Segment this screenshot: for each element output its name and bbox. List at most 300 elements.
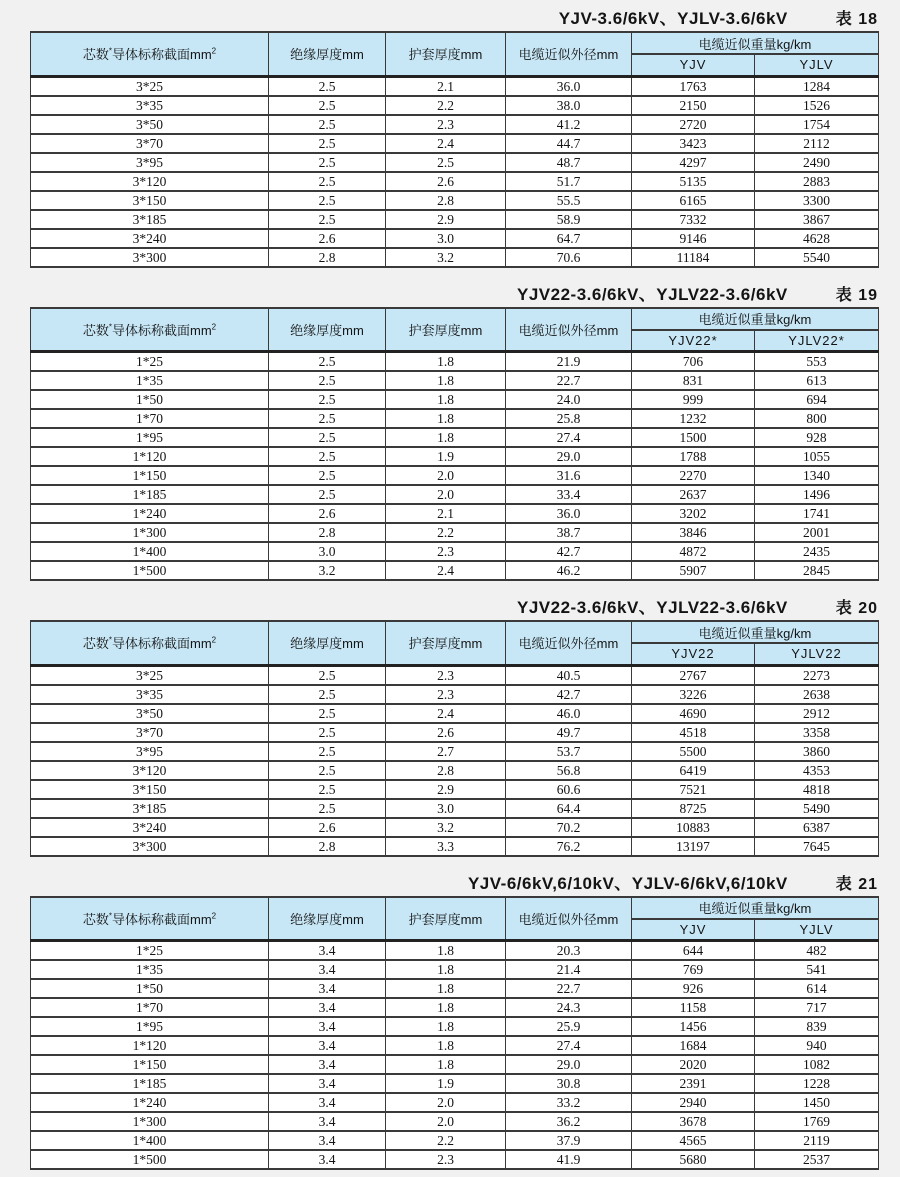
spec-size-cell: 1*150 xyxy=(31,466,269,485)
spec-value-cell: 2490 xyxy=(755,153,879,172)
spec-value-cell: 2767 xyxy=(632,665,755,685)
cable-spec-table xyxy=(30,620,879,857)
spec-value-cell: 2270 xyxy=(632,466,755,485)
table-row xyxy=(31,960,879,979)
spec-value-cell: 51.7 xyxy=(506,172,632,191)
spec-value-cell: 999 xyxy=(632,390,755,409)
cable-table-section xyxy=(30,593,878,857)
table-row xyxy=(31,134,879,153)
table-title-bar xyxy=(30,593,878,617)
spec-value-cell: 2.0 xyxy=(386,466,506,485)
spec-value-cell: 36.2 xyxy=(506,1112,632,1131)
spec-value-cell: 2.5 xyxy=(269,390,386,409)
core-section-label: 芯数 xyxy=(82,911,109,927)
spec-value-cell: 2.3 xyxy=(386,685,506,704)
spec-value-cell: 1526 xyxy=(755,96,879,115)
spec-value-cell: 541 xyxy=(755,960,879,979)
table-row xyxy=(31,780,879,799)
spec-value-cell: 1.8 xyxy=(386,1017,506,1036)
spec-value-cell: 42.7 xyxy=(506,542,632,561)
spec-size-cell: 1*50 xyxy=(31,390,269,409)
col-header-core-section xyxy=(31,897,269,941)
spec-value-cell: 1.8 xyxy=(386,1055,506,1074)
spec-value-cell: 36.0 xyxy=(506,76,632,96)
col-header-weight: 电缆近似重量kg/km xyxy=(632,308,879,330)
spec-value-cell: 2.6 xyxy=(269,229,386,248)
table-row xyxy=(31,761,879,780)
spec-value-cell: 25.8 xyxy=(506,409,632,428)
spec-value-cell: 10883 xyxy=(632,818,755,837)
spec-value-cell: 37.9 xyxy=(506,1131,632,1150)
spec-size-cell: 3*120 xyxy=(31,172,269,191)
spec-value-cell: 3.2 xyxy=(386,818,506,837)
col-header-weight-right: YJLV22 xyxy=(755,643,879,665)
spec-value-cell: 76.2 xyxy=(506,837,632,856)
spec-value-cell: 55.5 xyxy=(506,191,632,210)
table-title: YJV-3.6/6kV、YJLV-3.6/6kV xyxy=(558,9,788,28)
spec-size-cell: 1*35 xyxy=(31,371,269,390)
spec-size-cell: 3*300 xyxy=(31,837,269,856)
spec-value-cell: 3.4 xyxy=(269,998,386,1017)
cable-spec-table xyxy=(30,896,879,1171)
table-row xyxy=(31,191,879,210)
table-title: YJV22-3.6/6kV、YJLV22-3.6/6kV xyxy=(517,598,788,617)
spec-value-cell: 11184 xyxy=(632,248,755,267)
spec-value-cell: 2845 xyxy=(755,561,879,580)
spec-value-cell: 70.6 xyxy=(506,248,632,267)
spec-value-cell: 1.8 xyxy=(386,390,506,409)
spec-value-cell: 38.0 xyxy=(506,96,632,115)
spec-value-cell: 2.6 xyxy=(269,818,386,837)
spec-value-cell: 3.4 xyxy=(269,1055,386,1074)
core-section-label: 芯数 xyxy=(82,322,109,338)
spec-value-cell: 25.9 xyxy=(506,1017,632,1036)
table-number: 表 21 xyxy=(835,875,878,893)
spec-value-cell: 3846 xyxy=(632,523,755,542)
col-header-sheath: 护套厚度mm xyxy=(386,897,506,941)
spec-value-cell: 2912 xyxy=(755,704,879,723)
table-header xyxy=(31,897,879,941)
core-section-label-main: 导体标称截面mm xyxy=(112,911,212,927)
spec-value-cell: 2.3 xyxy=(386,1150,506,1169)
spec-value-cell: 2.2 xyxy=(386,1131,506,1150)
table-row xyxy=(31,466,879,485)
spec-value-cell: 2.5 xyxy=(269,485,386,504)
spec-value-cell: 1500 xyxy=(632,428,755,447)
table-row xyxy=(31,248,879,267)
spec-size-cell: 1*70 xyxy=(31,998,269,1017)
spec-value-cell: 3.4 xyxy=(269,941,386,961)
spec-value-cell: 482 xyxy=(755,941,879,961)
spec-value-cell: 940 xyxy=(755,1036,879,1055)
col-header-weight-left: YJV xyxy=(632,919,755,941)
col-header-sheath: 护套厚度mm xyxy=(386,308,506,352)
spec-value-cell: 31.6 xyxy=(506,466,632,485)
spec-value-cell: 3.4 xyxy=(269,1017,386,1036)
spec-value-cell: 53.7 xyxy=(506,742,632,761)
core-section-footnote-mark: * xyxy=(108,46,112,56)
spec-value-cell: 2.5 xyxy=(269,428,386,447)
core-section-sup2: 2 xyxy=(211,911,217,921)
col-header-weight: 电缆近似重量kg/km xyxy=(632,621,879,643)
spec-size-cell: 3*25 xyxy=(31,665,269,685)
spec-value-cell: 706 xyxy=(632,352,755,372)
spec-value-cell: 22.7 xyxy=(506,979,632,998)
spec-value-cell: 2.5 xyxy=(269,447,386,466)
spec-value-cell: 2.6 xyxy=(269,504,386,523)
spec-size-cell: 3*240 xyxy=(31,818,269,837)
spec-value-cell: 1.8 xyxy=(386,428,506,447)
col-header-diameter: 电缆近似外径mm xyxy=(506,308,632,352)
spec-value-cell: 2883 xyxy=(755,172,879,191)
spec-value-cell: 2.0 xyxy=(386,485,506,504)
spec-value-cell: 4297 xyxy=(632,153,755,172)
spec-value-cell: 2.3 xyxy=(386,115,506,134)
spec-value-cell: 644 xyxy=(632,941,755,961)
table-row xyxy=(31,1150,879,1169)
spec-value-cell: 29.0 xyxy=(506,447,632,466)
spec-value-cell: 9146 xyxy=(632,229,755,248)
table-row xyxy=(31,799,879,818)
spec-value-cell: 1228 xyxy=(755,1074,879,1093)
table-title: YJV-6/6kV,6/10kV、YJLV-6/6kV,6/10kV xyxy=(467,873,788,893)
spec-value-cell: 2.4 xyxy=(386,704,506,723)
spec-value-cell: 769 xyxy=(632,960,755,979)
col-header-insulation: 绝缘厚度mm xyxy=(269,308,386,352)
spec-value-cell: 2.4 xyxy=(386,561,506,580)
spec-value-cell: 2.5 xyxy=(386,153,506,172)
spec-size-cell: 1*185 xyxy=(31,485,269,504)
spec-value-cell: 41.2 xyxy=(506,115,632,134)
spec-value-cell: 64.4 xyxy=(506,799,632,818)
spec-size-cell: 1*25 xyxy=(31,941,269,961)
spec-value-cell: 3.4 xyxy=(269,979,386,998)
spec-value-cell: 7521 xyxy=(632,780,755,799)
spec-value-cell: 2.5 xyxy=(269,466,386,485)
spec-size-cell: 3*50 xyxy=(31,115,269,134)
spec-value-cell: 7332 xyxy=(632,210,755,229)
spec-value-cell: 2.8 xyxy=(269,837,386,856)
spec-value-cell: 2.6 xyxy=(386,172,506,191)
spec-value-cell: 2.0 xyxy=(386,1112,506,1131)
core-section-sup2: 2 xyxy=(211,46,217,56)
spec-value-cell: 4818 xyxy=(755,780,879,799)
spec-value-cell: 2.9 xyxy=(386,780,506,799)
table-row xyxy=(31,837,879,856)
spec-value-cell: 2.5 xyxy=(269,210,386,229)
spec-value-cell: 2720 xyxy=(632,115,755,134)
spec-value-cell: 553 xyxy=(755,352,879,372)
table-body xyxy=(31,76,879,267)
spec-value-cell: 3.4 xyxy=(269,1036,386,1055)
spec-value-cell: 3.2 xyxy=(269,561,386,580)
col-header-sheath: 护套厚度mm xyxy=(386,32,506,76)
spec-size-cell: 1*95 xyxy=(31,1017,269,1036)
spec-value-cell: 839 xyxy=(755,1017,879,1036)
col-header-core-section xyxy=(31,308,269,352)
spec-value-cell: 1788 xyxy=(632,447,755,466)
col-header-diameter: 电缆近似外径mm xyxy=(506,32,632,76)
spec-value-cell: 1.8 xyxy=(386,941,506,961)
spec-value-cell: 21.9 xyxy=(506,352,632,372)
spec-value-cell: 1684 xyxy=(632,1036,755,1055)
spec-size-cell: 3*35 xyxy=(31,685,269,704)
spec-size-cell: 3*185 xyxy=(31,210,269,229)
table-row xyxy=(31,704,879,723)
table-row xyxy=(31,210,879,229)
spec-value-cell: 1456 xyxy=(632,1017,755,1036)
spec-size-cell: 3*70 xyxy=(31,723,269,742)
table-header xyxy=(31,32,879,76)
spec-value-cell: 38.7 xyxy=(506,523,632,542)
spec-value-cell: 2940 xyxy=(632,1093,755,1112)
table-row xyxy=(31,485,879,504)
spec-value-cell: 27.4 xyxy=(506,428,632,447)
spec-value-cell: 24.3 xyxy=(506,998,632,1017)
spec-value-cell: 1496 xyxy=(755,485,879,504)
spec-value-cell: 4628 xyxy=(755,229,879,248)
table-row xyxy=(31,1055,879,1074)
spec-size-cell: 1*185 xyxy=(31,1074,269,1093)
spec-value-cell: 2150 xyxy=(632,96,755,115)
spec-value-cell: 1340 xyxy=(755,466,879,485)
table-sections-container xyxy=(30,4,878,1170)
spec-value-cell: 4518 xyxy=(632,723,755,742)
spec-value-cell: 2391 xyxy=(632,1074,755,1093)
spec-value-cell: 44.7 xyxy=(506,134,632,153)
spec-value-cell: 33.4 xyxy=(506,485,632,504)
spec-value-cell: 2.8 xyxy=(386,761,506,780)
col-header-weight-left: YJV xyxy=(632,54,755,76)
spec-value-cell: 46.0 xyxy=(506,704,632,723)
spec-value-cell: 36.0 xyxy=(506,504,632,523)
spec-size-cell: 3*25 xyxy=(31,76,269,96)
spec-value-cell: 58.9 xyxy=(506,210,632,229)
core-section-footnote-mark: * xyxy=(108,322,112,332)
spec-value-cell: 2.6 xyxy=(386,723,506,742)
table-row xyxy=(31,447,879,466)
table-header xyxy=(31,621,879,665)
cable-spec-table xyxy=(30,307,879,582)
spec-value-cell: 8725 xyxy=(632,799,755,818)
col-header-insulation: 绝缘厚度mm xyxy=(269,32,386,76)
spec-value-cell: 3.4 xyxy=(269,1112,386,1131)
spec-size-cell: 3*120 xyxy=(31,761,269,780)
core-section-label-main: 导体标称截面mm xyxy=(112,636,212,652)
col-header-diameter: 电缆近似外径mm xyxy=(506,897,632,941)
col-header-weight: 电缆近似重量kg/km xyxy=(632,32,879,54)
spec-value-cell: 2537 xyxy=(755,1150,879,1169)
spec-size-cell: 1*50 xyxy=(31,979,269,998)
spec-value-cell: 1.8 xyxy=(386,352,506,372)
spec-value-cell: 3.4 xyxy=(269,1074,386,1093)
spec-value-cell: 33.2 xyxy=(506,1093,632,1112)
table-number: 表 18 xyxy=(835,11,878,28)
spec-value-cell: 42.7 xyxy=(506,685,632,704)
spec-value-cell: 3867 xyxy=(755,210,879,229)
spec-value-cell: 928 xyxy=(755,428,879,447)
table-row xyxy=(31,115,879,134)
spec-value-cell: 1.8 xyxy=(386,409,506,428)
spec-value-cell: 2.1 xyxy=(386,504,506,523)
core-section-label: 芯数 xyxy=(82,636,109,652)
table-row xyxy=(31,523,879,542)
spec-value-cell: 29.0 xyxy=(506,1055,632,1074)
spec-value-cell: 4353 xyxy=(755,761,879,780)
spec-value-cell: 2.0 xyxy=(386,1093,506,1112)
spec-size-cell: 1*500 xyxy=(31,1150,269,1169)
spec-value-cell: 3.4 xyxy=(269,1150,386,1169)
spec-value-cell: 3860 xyxy=(755,742,879,761)
table-row xyxy=(31,1017,879,1036)
spec-value-cell: 2.5 xyxy=(269,742,386,761)
col-header-insulation: 绝缘厚度mm xyxy=(269,621,386,665)
spec-value-cell: 613 xyxy=(755,371,879,390)
spec-size-cell: 3*70 xyxy=(31,134,269,153)
spec-value-cell: 2.5 xyxy=(269,665,386,685)
spec-value-cell: 1055 xyxy=(755,447,879,466)
spec-value-cell: 2.5 xyxy=(269,761,386,780)
spec-value-cell: 4565 xyxy=(632,1131,755,1150)
spec-size-cell: 3*35 xyxy=(31,96,269,115)
spec-value-cell: 2.5 xyxy=(269,191,386,210)
spec-size-cell: 1*300 xyxy=(31,1112,269,1131)
spec-value-cell: 2119 xyxy=(755,1131,879,1150)
spec-value-cell: 3358 xyxy=(755,723,879,742)
spec-value-cell: 1.9 xyxy=(386,447,506,466)
spec-size-cell: 1*120 xyxy=(31,1036,269,1055)
spec-size-cell: 3*150 xyxy=(31,780,269,799)
table-body xyxy=(31,352,879,581)
spec-value-cell: 2112 xyxy=(755,134,879,153)
core-section-label-main: 导体标称截面mm xyxy=(112,47,212,63)
table-row xyxy=(31,979,879,998)
table-number: 表 20 xyxy=(835,600,878,617)
spec-size-cell: 3*150 xyxy=(31,191,269,210)
core-section-sup2: 2 xyxy=(211,635,217,645)
table-row xyxy=(31,371,879,390)
core-section-sup2: 2 xyxy=(211,322,217,332)
col-header-weight-right: YJLV xyxy=(755,919,879,941)
cable-spec-table xyxy=(30,31,879,268)
table-row xyxy=(31,1036,879,1055)
spec-value-cell: 1.8 xyxy=(386,371,506,390)
table-row xyxy=(31,504,879,523)
spec-size-cell: 1*500 xyxy=(31,561,269,580)
table-row xyxy=(31,685,879,704)
table-row xyxy=(31,96,879,115)
spec-value-cell: 1754 xyxy=(755,115,879,134)
spec-value-cell: 3.4 xyxy=(269,1131,386,1150)
table-row xyxy=(31,542,879,561)
spec-value-cell: 5500 xyxy=(632,742,755,761)
spec-value-cell: 46.2 xyxy=(506,561,632,580)
spec-size-cell: 1*120 xyxy=(31,447,269,466)
spec-value-cell: 30.8 xyxy=(506,1074,632,1093)
cable-table-section xyxy=(30,4,878,268)
col-header-weight-left: YJV22 xyxy=(632,643,755,665)
table-row xyxy=(31,941,879,961)
table-row xyxy=(31,172,879,191)
spec-value-cell: 926 xyxy=(632,979,755,998)
spec-value-cell: 40.5 xyxy=(506,665,632,685)
spec-value-cell: 694 xyxy=(755,390,879,409)
spec-value-cell: 2.3 xyxy=(386,665,506,685)
spec-value-cell: 831 xyxy=(632,371,755,390)
spec-value-cell: 49.7 xyxy=(506,723,632,742)
table-row xyxy=(31,1074,879,1093)
spec-value-cell: 1.8 xyxy=(386,998,506,1017)
table-header xyxy=(31,308,879,352)
spec-value-cell: 1158 xyxy=(632,998,755,1017)
spec-value-cell: 2.4 xyxy=(386,134,506,153)
spec-value-cell: 3226 xyxy=(632,685,755,704)
spec-size-cell: 1*150 xyxy=(31,1055,269,1074)
spec-value-cell: 3.2 xyxy=(386,248,506,267)
spec-value-cell: 2.5 xyxy=(269,371,386,390)
spec-value-cell: 1.8 xyxy=(386,1036,506,1055)
spec-value-cell: 2.5 xyxy=(269,172,386,191)
spec-value-cell: 3.0 xyxy=(269,542,386,561)
spec-value-cell: 1450 xyxy=(755,1093,879,1112)
cable-table-section xyxy=(30,280,878,582)
table-body xyxy=(31,665,879,856)
spec-value-cell: 13197 xyxy=(632,837,755,856)
spec-value-cell: 2.5 xyxy=(269,409,386,428)
core-section-label: 芯数 xyxy=(82,47,109,63)
core-section-label-main: 导体标称截面mm xyxy=(112,322,212,338)
spec-value-cell: 3.3 xyxy=(386,837,506,856)
spec-value-cell: 2.5 xyxy=(269,685,386,704)
spec-value-cell: 27.4 xyxy=(506,1036,632,1055)
spec-value-cell: 1.8 xyxy=(386,960,506,979)
spec-value-cell: 2.5 xyxy=(269,352,386,372)
spec-value-cell: 4872 xyxy=(632,542,755,561)
spec-value-cell: 6387 xyxy=(755,818,879,837)
spec-value-cell: 2.5 xyxy=(269,76,386,96)
table-title-bar xyxy=(30,4,878,28)
spec-value-cell: 2.2 xyxy=(386,96,506,115)
spec-value-cell: 5540 xyxy=(755,248,879,267)
spec-value-cell: 2.5 xyxy=(269,723,386,742)
spec-value-cell: 5135 xyxy=(632,172,755,191)
core-section-footnote-mark: * xyxy=(108,911,112,921)
spec-size-cell: 1*240 xyxy=(31,1093,269,1112)
spec-value-cell: 2.5 xyxy=(269,115,386,134)
spec-size-cell: 3*95 xyxy=(31,153,269,172)
spec-value-cell: 3202 xyxy=(632,504,755,523)
table-title-bar xyxy=(30,280,878,304)
spec-value-cell: 5490 xyxy=(755,799,879,818)
spec-value-cell: 1.8 xyxy=(386,979,506,998)
core-section-footnote-mark: * xyxy=(108,635,112,645)
spec-value-cell: 3.4 xyxy=(269,1093,386,1112)
spec-value-cell: 2.5 xyxy=(269,799,386,818)
spec-value-cell: 3300 xyxy=(755,191,879,210)
spec-size-cell: 1*240 xyxy=(31,504,269,523)
table-row xyxy=(31,1093,879,1112)
spec-value-cell: 800 xyxy=(755,409,879,428)
spec-value-cell: 2.1 xyxy=(386,76,506,96)
spec-value-cell: 2.8 xyxy=(269,248,386,267)
spec-value-cell: 64.7 xyxy=(506,229,632,248)
spec-value-cell: 4690 xyxy=(632,704,755,723)
table-row xyxy=(31,818,879,837)
table-row xyxy=(31,998,879,1017)
col-header-diameter: 电缆近似外径mm xyxy=(506,621,632,665)
spec-value-cell: 2435 xyxy=(755,542,879,561)
spec-value-cell: 1.9 xyxy=(386,1074,506,1093)
